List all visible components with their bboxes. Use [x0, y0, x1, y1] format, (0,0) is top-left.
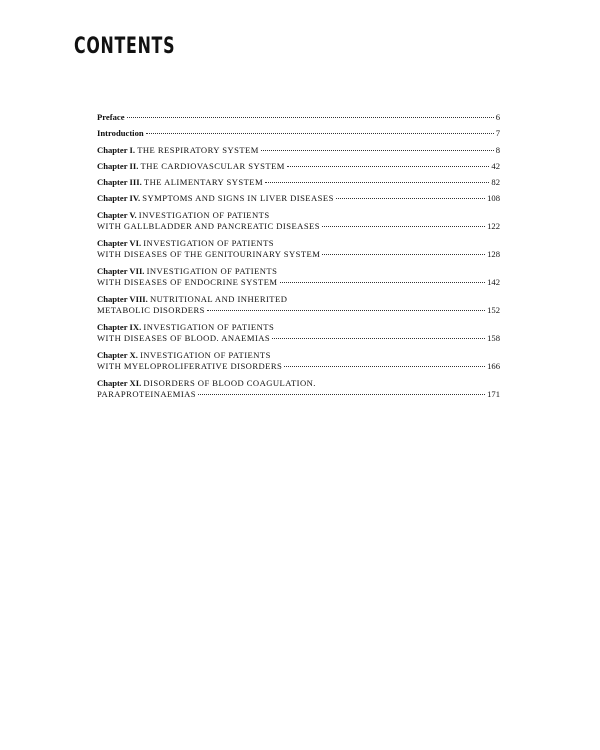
dot-leader [127, 117, 494, 118]
toc-entry-chapter-4[interactable] [97, 193, 500, 204]
toc-entry-label: Introduction [97, 128, 144, 139]
toc-entry-label-continued: WITH DISEASES OF ENDOCRINE SYSTEM [97, 276, 278, 287]
toc-entry-label: Chapter IX. INVESTIGATION OF PATIENTS [97, 321, 275, 332]
toc-entry-chapter-2[interactable] [97, 161, 500, 172]
toc-entry-label: Chapter I. THE RESPIRATORY SYSTEM [97, 144, 259, 155]
toc-entry-label: Chapter II. THE CARDIOVASCULAR SYSTEM [97, 160, 285, 171]
dot-leader [265, 182, 489, 183]
toc-entry-chapter-3[interactable] [97, 177, 500, 188]
toc-entry-label: Chapter XI. DISORDERS OF BLOOD COAGULATION. [97, 377, 316, 388]
toc-entry-chapter-5[interactable] [97, 210, 500, 232]
page-number: 171 [487, 388, 500, 399]
toc-entry-chapter-11[interactable] [97, 378, 500, 400]
toc-entry-label: Chapter III. THE ALIMENTARY SYSTEM [97, 177, 264, 188]
toc-entry-label: Chapter X. INVESTIGATION OF PATIENTS [97, 349, 271, 360]
page-number: 7 [495, 128, 500, 139]
page-number: 6 [495, 112, 500, 122]
page-number: 158 [487, 332, 500, 343]
page-number: 42 [491, 160, 500, 171]
toc-entry-chapter-9[interactable] [97, 322, 500, 344]
toc-entry-label-continued: WITH GALLBLADDER AND PANCREATIC DISEASES [97, 220, 320, 231]
dot-leader [322, 226, 485, 227]
table-of-contents [97, 112, 500, 406]
dot-leader [146, 133, 494, 134]
page-number: 152 [487, 304, 500, 315]
dot-leader [261, 150, 494, 151]
toc-entry-chapter-1[interactable] [97, 145, 500, 156]
toc-entry-chapter-10[interactable] [97, 350, 500, 372]
toc-entry-label: Chapter VII. INVESTIGATION OF PATIENTS [97, 265, 278, 276]
toc-entry-label-continued: PARAPROTEINAEMIAS [97, 388, 197, 399]
dot-leader [198, 394, 485, 395]
dot-leader [272, 338, 485, 339]
toc-entry-label: Preface [97, 112, 125, 122]
toc-entry-label-continued: WITH DISEASES OF BLOOD. ANAEMIAS [97, 332, 271, 343]
page-number: 82 [491, 177, 500, 188]
toc-entry-label-continued: METABOLIC DISORDERS [97, 304, 205, 315]
toc-entry-label-continued: WITH DISEASES OF THE GENITOURINARY SYSTEM [97, 248, 321, 259]
toc-entry-chapter-6[interactable] [97, 238, 500, 260]
toc-entry-label: Chapter V. INVESTIGATION OF PATIENTS [97, 209, 270, 220]
toc-entry-label: Chapter VIII. NUTRITIONAL AND INHERITED [97, 293, 288, 304]
toc-entry-preface[interactable] [97, 112, 500, 123]
dot-leader [284, 366, 485, 367]
toc-entry-chapter-7[interactable] [97, 266, 500, 288]
toc-entry-label: Chapter IV. SYMPTOMS AND SIGNS IN LIVER DISEASES [97, 193, 334, 204]
page-number: 108 [487, 193, 500, 204]
page-number: 122 [487, 220, 500, 231]
dot-leader [336, 198, 485, 199]
page-title: CONTENTS [74, 34, 176, 59]
toc-entry-label: Chapter VI. INVESTIGATION OF PATIENTS [97, 237, 275, 248]
page-number: 166 [487, 360, 500, 371]
toc-entry-introduction[interactable] [97, 128, 500, 139]
dot-leader [207, 310, 485, 311]
toc-entry-chapter-8[interactable] [97, 294, 500, 316]
page-number: 8 [495, 144, 500, 155]
page-number: 128 [487, 248, 500, 259]
dot-leader [287, 166, 490, 167]
dot-leader [280, 282, 486, 283]
toc-entry-label-continued: WITH MYELOPROLIFERATIVE DISORDERS [97, 360, 283, 371]
page-number: 142 [487, 276, 500, 287]
dot-leader [322, 254, 485, 255]
